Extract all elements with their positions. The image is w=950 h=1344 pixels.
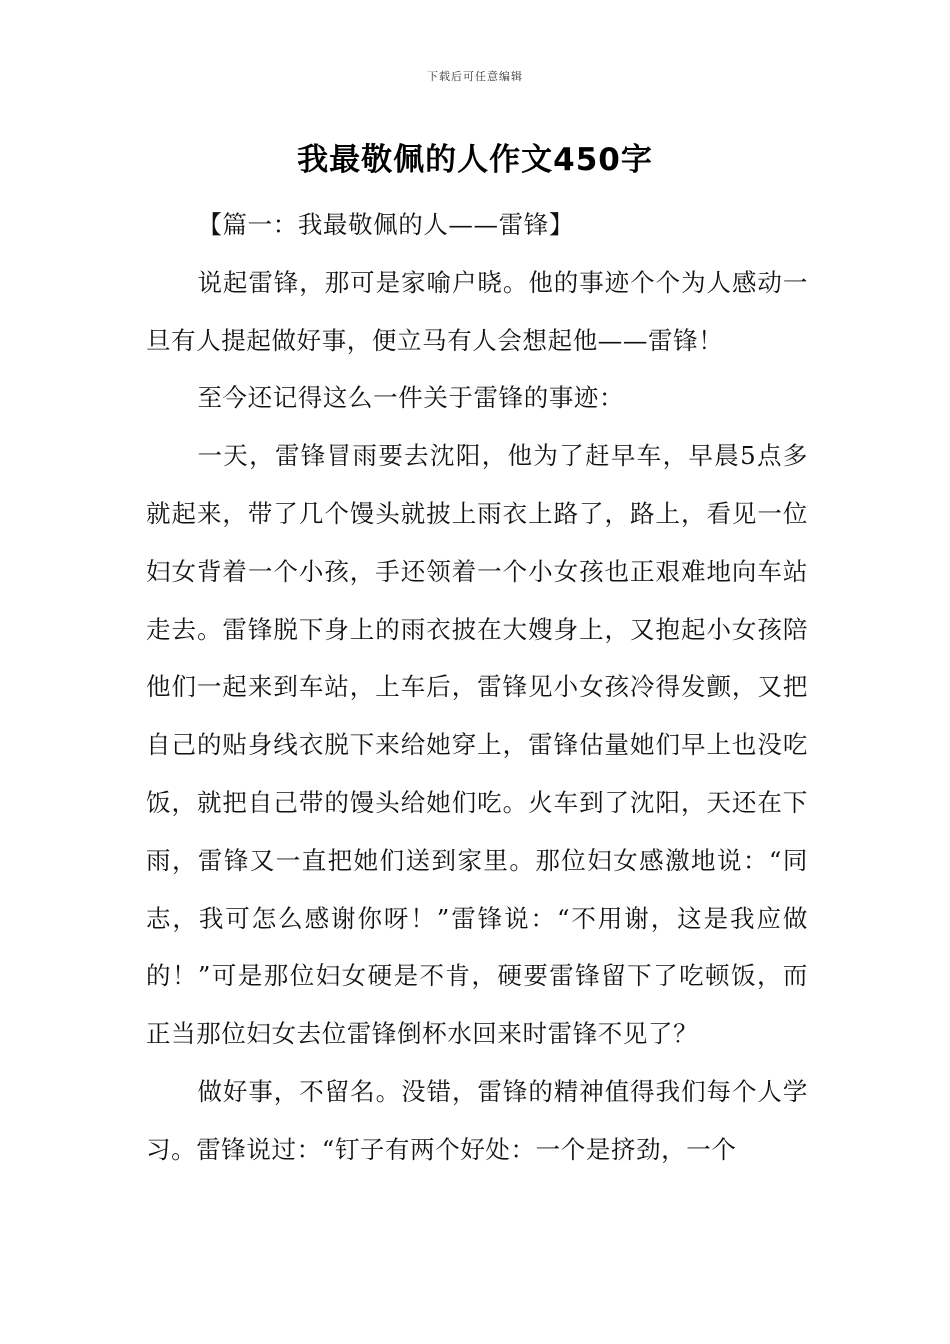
paragraph: 做好事，不留名。没错，雷锋的精神值得我们每个人学习。雷锋说过：“钉子有两个好处：一个是挤劲，一个 xyxy=(146,1076,808,1164)
article-body xyxy=(146,196,808,1179)
page-title: 我最敬佩的人作文450字 xyxy=(297,142,653,178)
paragraph: 至今还记得这么一件关于雷锋的事迹： xyxy=(197,383,625,413)
header-note: 下载后可任意编辑 xyxy=(427,70,523,83)
section-heading: 【篇一：我最敬佩的人——雷锋】 xyxy=(197,210,574,239)
paragraph: 一天，雷锋冒雨要去沈阳，他为了赶早车，早晨5点多就起来，带了几个馒头就披上雨衣上路了，路上，看见一位妇女背着一个小孩，手还领着一个小女孩也正艰难地向车站走去。雷锋脱下身上的雨衣披在大嫂身上，又抱起小女孩陪他们一起来到车站，上车后，雷锋见小女孩冷得发颤，又把自己的贴身线衣脱下来给她穿上，雷锋估量她们早上也没吃饭，就把自己带的馒头给她们吃。火车到了沈阳，天还在下雨，雷锋又一直把她们送到家里。那位妇女感激地说：“同志，我可怎么感谢你呀！”雷锋说：“不用谢，这是我应做的！”可是那位妇女硬是不肯，硬要雷锋留下了吃顿饭，而正当那位妇女去位雷锋倒杯水回来时雷锋不见了？ xyxy=(146,441,808,1049)
paragraph: 说起雷锋，那可是家喻户晓。他的事迹个个为人感动一旦有人提起做好事，便立马有人会想起他——雷锋！ xyxy=(146,267,808,355)
